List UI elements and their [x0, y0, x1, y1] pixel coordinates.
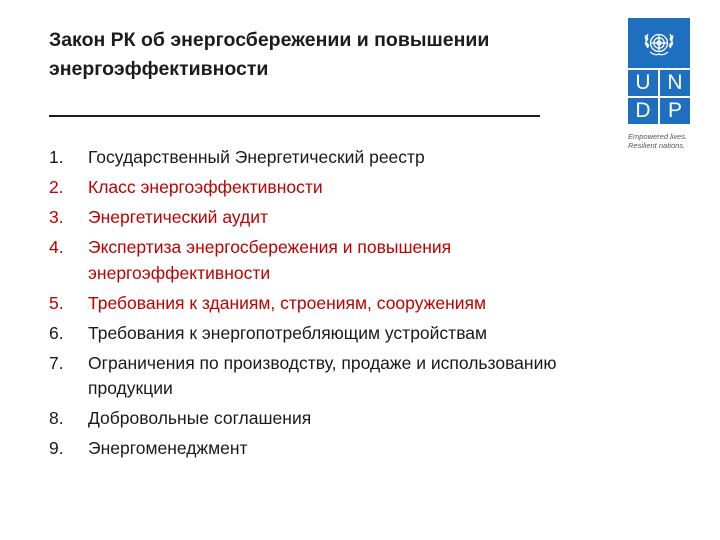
list-item	[49, 175, 609, 201]
list-item-text: Энергоменеджмент	[88, 438, 248, 458]
list-item-number: 6.	[49, 322, 64, 343]
slide-title: Закон РК об энергосбережении и повышении энергоэффективности	[49, 29, 490, 80]
logo-letter-n: N	[660, 70, 690, 96]
list-item-text: Экспертиза энергосбережения и повышения энергоэффективности	[88, 237, 452, 283]
list-item-number: 9.	[49, 438, 64, 458]
title-underline	[49, 115, 540, 117]
list-item-text: Класс энергоэффективности	[88, 177, 323, 197]
logo-letter-u: U	[628, 70, 658, 96]
list-item-text: Требования к энергопотребляющим устройствам	[88, 322, 488, 343]
list-item	[49, 406, 609, 432]
list-item	[49, 291, 609, 317]
logo-tagline-line2: Resilient nations.	[628, 141, 686, 150]
undp-logo	[628, 18, 690, 150]
list-item-text: Требования к зданиям, строениям, сооружениям	[88, 292, 487, 313]
list-item	[49, 205, 609, 231]
list-item	[49, 145, 609, 171]
list-item	[49, 235, 609, 286]
list-item-number: 8.	[49, 408, 64, 428]
logo-emblem-block	[628, 18, 690, 68]
list-item-text: Добровольные соглашения	[88, 408, 312, 428]
list-item-text: Энергетический аудит	[88, 207, 269, 227]
list-item	[49, 351, 609, 402]
topic-list	[49, 145, 609, 466]
list-item	[49, 436, 609, 462]
logo-letter-grid	[628, 70, 690, 124]
list-item-text: Ограничения по производству, продаже и использованию продукции	[88, 352, 557, 398]
list-item-number: 2.	[49, 177, 64, 197]
list-item-number: 3.	[49, 207, 64, 227]
logo-letter-d: D	[628, 98, 658, 124]
list-item-number: 5.	[49, 292, 64, 313]
logo-letter-p: P	[660, 98, 690, 124]
list-item-number: 1.	[49, 147, 64, 167]
un-emblem-icon	[639, 23, 679, 63]
logo-tagline	[628, 132, 690, 150]
logo-tagline-line1: Empowered lives.	[628, 132, 688, 141]
list-item	[49, 321, 609, 347]
list-item-text: Государственный Энергетический реестр	[88, 147, 425, 167]
list-item-number: 7.	[49, 352, 64, 373]
list-item-number: 4.	[49, 237, 64, 257]
